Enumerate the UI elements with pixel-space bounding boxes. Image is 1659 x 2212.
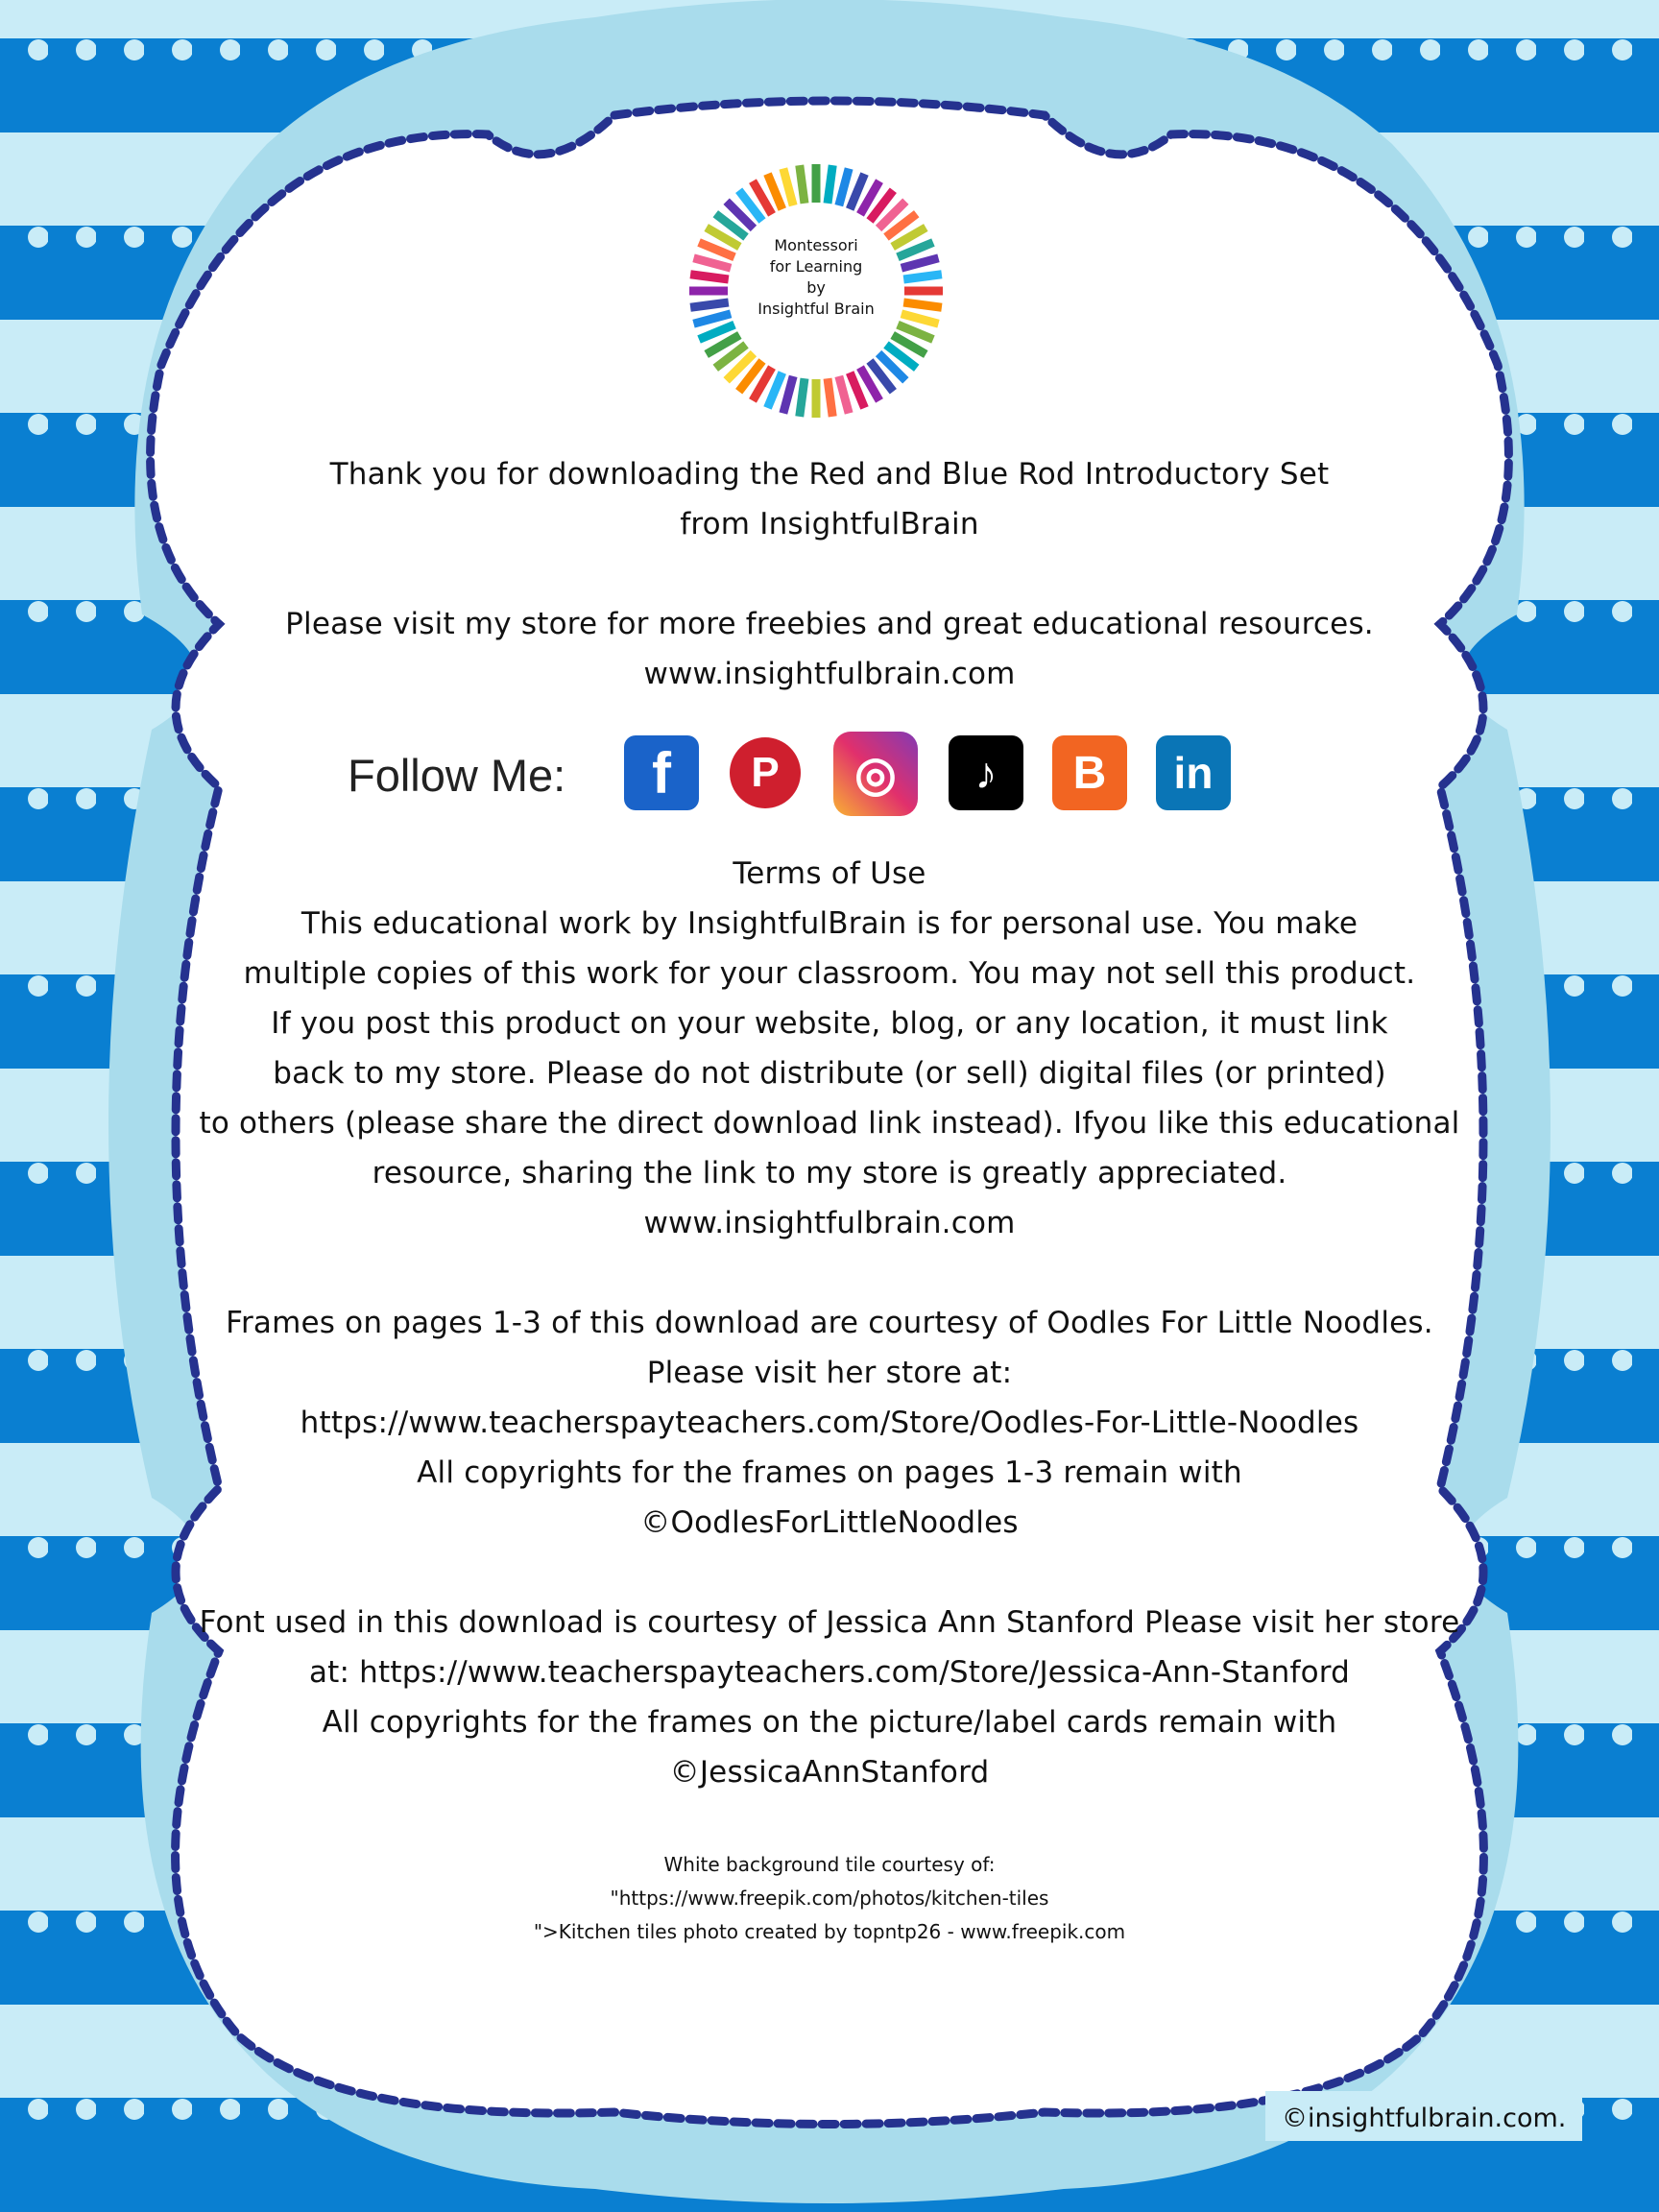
instagram-icon[interactable] — [833, 732, 918, 816]
terms-store-link[interactable]: www.insightfulbrain.com — [643, 1206, 1016, 1240]
pencil-mark — [839, 168, 849, 205]
thanks-line: from InsightfulBrain — [680, 507, 979, 541]
font-credit-section — [0, 1598, 1659, 1797]
pencil-mark — [828, 378, 832, 417]
background-credits — [0, 1848, 1659, 1949]
blogger-icon[interactable] — [1052, 735, 1127, 810]
pencil-mark — [690, 302, 729, 307]
logo-line: by — [806, 278, 826, 297]
credit-line: White background tile courtesy of: — [663, 1853, 996, 1876]
frames-line: All copyrights for the frames on pages 1-3 remain with — [417, 1455, 1242, 1490]
frames-line: Frames on pages 1-3 of this download are courtesy of Oodles For Little Noodles. — [226, 1306, 1433, 1340]
pencil-mark — [902, 258, 939, 268]
logo-line: Montessori — [774, 236, 858, 254]
pencil-mark — [693, 258, 731, 268]
pencil-mark — [690, 275, 729, 279]
pencil-mark — [800, 165, 805, 204]
font-line: ©JessicaAnnStanford — [669, 1755, 990, 1790]
pencil-mark — [902, 314, 939, 324]
thanks-line: Thank you for downloading the Red and Blue Rod Introductory Set — [329, 457, 1330, 492]
frames-store-link[interactable]: https://www.teacherspayteachers.com/Store/Oodles-For-Little-Noodles — [300, 1406, 1359, 1440]
visit-section — [0, 599, 1659, 699]
logo-text — [730, 235, 902, 320]
pencil-mark — [903, 275, 942, 279]
footer-copyright: ©insightfulbrain.com. — [1282, 2104, 1567, 2133]
font-store-link[interactable]: at: https://www.teacherspayteachers.com/Store/Jessica-Ann-Stanford — [308, 1655, 1351, 1690]
pencil-mark — [693, 314, 731, 324]
font-line: All copyrights for the frames on the picture/label cards remain with — [322, 1705, 1337, 1740]
frames-line: Please visit her store at: — [646, 1356, 1013, 1390]
intro-section — [0, 449, 1659, 549]
pinterest-glyph: P — [751, 749, 780, 796]
frames-credit-section — [0, 1298, 1659, 1548]
terms-line: to others (please share the direct download link instead). Ifyou like this educational — [199, 1106, 1460, 1141]
font-line: Font used in this download is courtesy of Jessica Ann Stanford Please visit her store — [199, 1605, 1460, 1640]
linkedin-icon[interactable] — [1156, 735, 1231, 810]
tiktok-icon[interactable] — [949, 735, 1023, 810]
linkedin-glyph: in — [1173, 748, 1214, 798]
visit-line: Please visit my store for more freebies and great educational resources. — [285, 607, 1374, 641]
terms-section — [0, 849, 1659, 1248]
terms-line: multiple copies of this work for your classroom. You may not sell this product. — [243, 956, 1416, 991]
credit-link[interactable]: "https://www.freepik.com/photos/kitchen-tiles — [610, 1887, 1049, 1910]
pencil-mark — [783, 376, 793, 414]
pencil-mark — [903, 302, 942, 307]
pinterest-icon[interactable] — [730, 737, 801, 808]
pencil-mark — [800, 378, 805, 417]
credit-line: ">Kitchen tiles photo created by topntp26 - www.freepik.com — [533, 1920, 1126, 1943]
frames-line: ©OodlesForLittleNoodles — [640, 1505, 1019, 1540]
blogger-glyph: B — [1072, 747, 1107, 799]
terms-line: If you post this product on your website, blog, or any location, it must link — [271, 1006, 1388, 1041]
instagram-glyph: ◎ — [854, 747, 897, 801]
pencil-mark — [828, 165, 832, 204]
terms-line: back to my store. Please do not distribute (or sell) digital files (or printed) — [273, 1056, 1386, 1091]
store-link[interactable]: www.insightfulbrain.com — [643, 657, 1016, 691]
tiktok-glyph: ♪ — [974, 748, 998, 798]
logo-line: Insightful Brain — [757, 300, 875, 318]
terms-title: Terms of Use — [733, 856, 926, 891]
terms-line: resource, sharing the link to my store is greatly appreciated. — [372, 1156, 1287, 1190]
facebook-glyph: f — [652, 740, 671, 805]
pencil-mark — [783, 168, 793, 205]
logo-line: for Learning — [769, 257, 863, 276]
terms-line: This educational work by InsightfulBrain is for personal use. You make — [301, 906, 1358, 941]
facebook-icon[interactable] — [624, 735, 699, 810]
follow-label: Follow Me: — [348, 750, 566, 801]
pencil-mark — [839, 376, 849, 414]
